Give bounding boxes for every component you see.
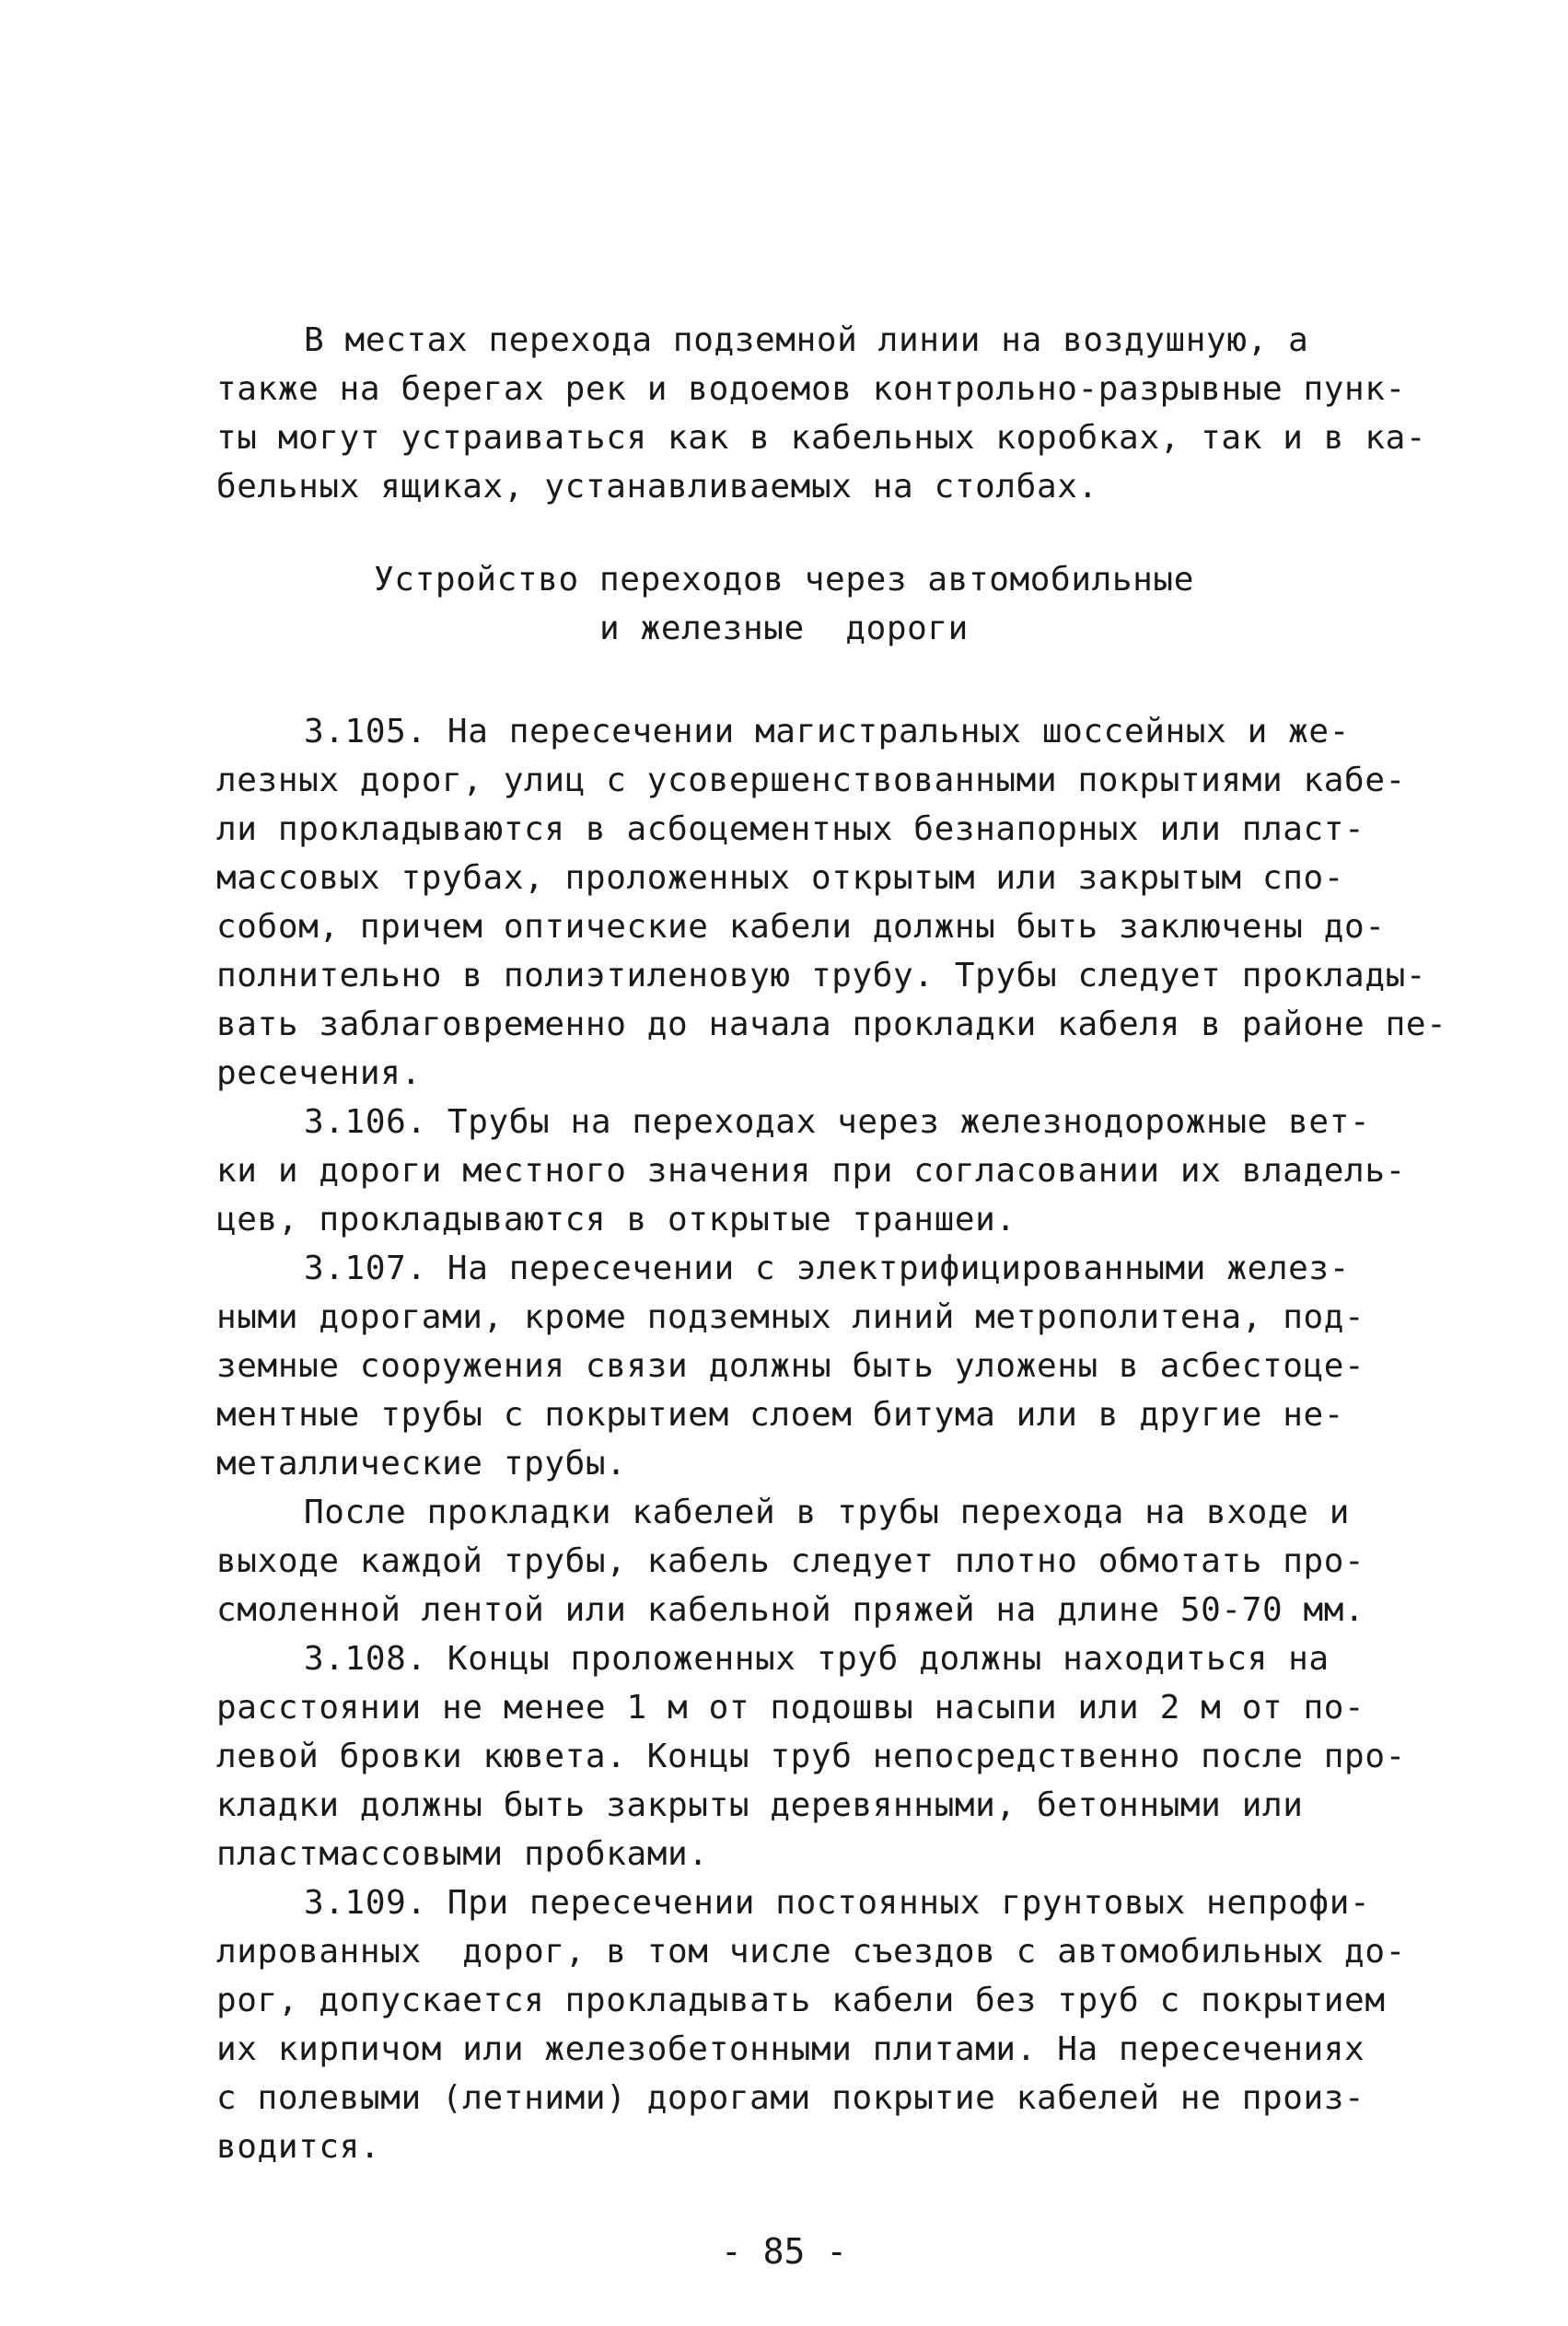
- paragraph-line: вать заблаговременно до начала прокладки кабеля в районе пе-: [216, 1006, 1447, 1043]
- paragraph-line: ными дорогами, кроме подземных линий метрополитена, под-: [216, 1298, 1365, 1336]
- paragraph-line: ки и дороги местного значения при согласовании их владель-: [216, 1152, 1406, 1190]
- paragraph-line: После прокладки кабелей в трубы перехода на входе и: [304, 1494, 1350, 1531]
- paragraph-line: с полевыми (летними) дорогами покрытие кабелей не произ-: [216, 2079, 1365, 2117]
- page-number: - 85 -: [720, 2231, 848, 2272]
- paragraph-line: кладки должны быть закрыты деревянными, бетонными или: [216, 1786, 1304, 1824]
- section-heading: и железные дороги: [599, 610, 969, 647]
- paragraph-line: лированных дорог, в том числе съездов с автомобильных до-: [216, 1933, 1406, 1971]
- paragraph-line: 3.107. На пересечении с электрифицированными желез-: [304, 1250, 1350, 1287]
- paragraph-line: В местах перехода подземной линии на воздушную, а: [304, 321, 1309, 359]
- paragraph-line: также на берегах рек и водоемов контрольно-разрывные пунк-: [216, 370, 1406, 408]
- paragraph-line: лезных дорог, улиц с усовершенствованными покрытиями кабе-: [216, 762, 1406, 799]
- paragraph-line: цев, прокладываются в открытые траншеи.: [216, 1201, 1016, 1239]
- paragraph-line: 3.108. Концы проложенных труб должны находиться на: [304, 1640, 1330, 1678]
- paragraph-line: левой бровки кювета. Концы труб непосредственно после про-: [216, 1738, 1406, 1775]
- paragraph-line: пластмассовыми пробками.: [216, 1835, 709, 1873]
- paragraph-line: ли прокладываются в асбоцементных безнапорных или пласт-: [216, 810, 1365, 848]
- paragraph-line: расстоянии не менее 1 м от подошвы насыпи или 2 м от по-: [216, 1689, 1365, 1727]
- paragraph-line: 3.109. При пересечении постоянных грунтовых непрофи-: [304, 1884, 1371, 1922]
- paragraph-line: смоленной лентой или кабельной пряжей на длине 50-70 мм.: [216, 1591, 1365, 1629]
- paragraph-line: рог, допускается прокладывать кабели без труб с покрытием: [216, 1982, 1386, 2019]
- section-heading: Устройство переходов через автомобильные: [374, 561, 1194, 599]
- paragraph-line: земные сооружения связи должны быть уложены в асбестоце-: [216, 1347, 1365, 1385]
- paragraph-line: выходе каждой трубы, кабель следует плотно обмотать про-: [216, 1542, 1365, 1580]
- paragraph-line: водится.: [216, 2128, 381, 2166]
- paragraph-line: ресечения.: [216, 1054, 422, 1092]
- paragraph-line: массовых трубах, проложенных открытым или закрытым спо-: [216, 859, 1345, 897]
- paragraph-line: ты могут устраиваться как в кабельных коробках, так и в ка-: [216, 419, 1427, 457]
- paragraph-line: полнительно в полиэтиленовую трубу. Трубы следует проклады-: [216, 957, 1427, 994]
- paragraph-line: ментные трубы с покрытием слоем битума или в другие не-: [216, 1396, 1345, 1434]
- paragraph-line: бельных ящиках, устанавливаемых на столбах.: [216, 468, 1098, 506]
- paragraph-line: собом, причем оптические кабели должны быть заключены до-: [216, 908, 1386, 946]
- paragraph-line: 3.105. На пересечении магистральных шоссейных и же-: [304, 713, 1350, 750]
- paragraph-line: 3.106. Трубы на переходах через железнодорожные вет-: [304, 1103, 1371, 1141]
- paragraph-line: металлические трубы.: [216, 1445, 627, 1483]
- paragraph-line: их кирпичом или железобетонными плитами. На пересечениях: [216, 2030, 1365, 2068]
